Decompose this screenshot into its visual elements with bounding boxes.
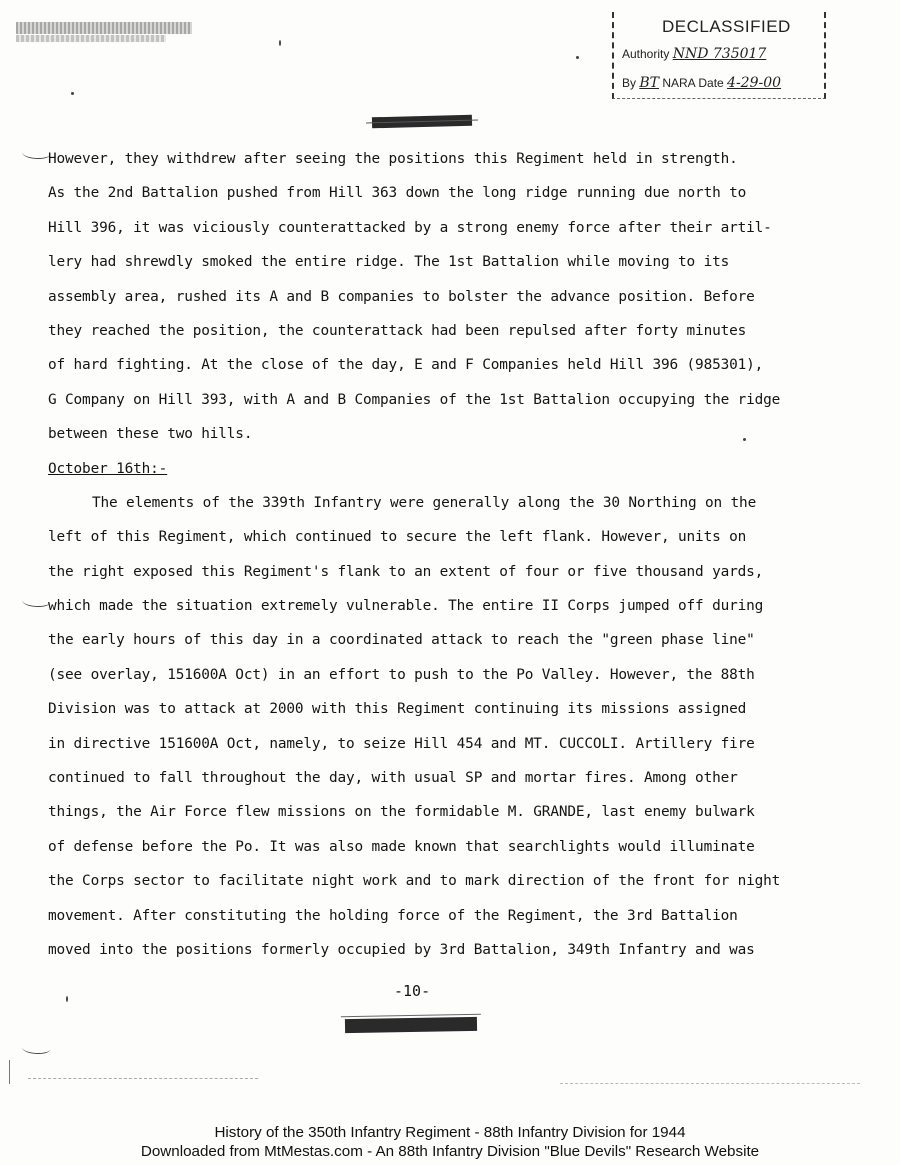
stamp-title: DECLASSIFIED xyxy=(662,17,791,36)
margin-mark xyxy=(22,1043,50,1054)
text-line: the early hours of this day in a coordinated attack to reach the "green phase line" xyxy=(48,632,755,649)
reproduction-notice-strip-faded xyxy=(16,35,166,42)
footer-source: Downloaded from MtMestas.com - An 88th Infantry Division "Blue Devils" Research Website xyxy=(140,1143,760,1160)
margin-mark xyxy=(22,148,50,159)
paragraph-2 xyxy=(48,486,788,967)
text-line: The elements of the 339th Infantry were generally along the 30 Northing on the xyxy=(92,494,757,511)
body-text xyxy=(48,142,788,967)
scan-dashed-rule xyxy=(560,1083,860,1084)
paragraph-1 xyxy=(48,142,788,452)
text-line: they reached the position, the counterattack had been repulsed after forty minutes xyxy=(48,322,747,339)
text-line: the right exposed this Regiment's flank to an extent of four or five thousand yards, xyxy=(48,563,764,580)
text-line: of defense before the Po. It was also made known that searchlights would illuminate xyxy=(48,838,755,855)
scan-speck xyxy=(71,92,74,95)
declassified-stamp xyxy=(612,12,826,99)
scan-dashed-rule xyxy=(28,1078,258,1079)
stamp-date-value: 4-29-00 xyxy=(727,75,782,91)
text-line: G Company on Hill 393, with A and B Companies of the 1st Battalion occupying the ridge xyxy=(48,391,781,408)
text-line: Division was to attack at 2000 with this Regiment continuing its missions assigned xyxy=(48,701,747,718)
text-line: Hill 396, it was viciously counterattacked by a strong enemy force after their artil- xyxy=(48,219,772,236)
text-line: assembly area, rushed its A and B companies to bolster the advance position. Before xyxy=(48,288,755,305)
text-line: between these two hills. xyxy=(48,426,253,443)
scan-speck xyxy=(576,56,579,59)
stamp-by-line xyxy=(622,75,781,91)
scan-speck xyxy=(279,40,281,46)
stamp-by-value: BT xyxy=(639,75,659,91)
reproduction-notice-strip xyxy=(16,22,192,34)
text-line: lery had shrewdly smoked the entire ridge. The 1st Battalion while moving to its xyxy=(48,254,730,271)
stamp-authority-label: Authority xyxy=(622,47,670,61)
text-line: left of this Regiment, which continued to secure the left flank. However, units on xyxy=(48,529,747,546)
text-line: of hard fighting. At the close of the day, E and F Companies held Hill 396 (985301), xyxy=(48,357,764,374)
text-line: the Corps sector to facilitate night work and to mark direction of the front for night xyxy=(48,873,781,890)
stamp-authority-value: NND 735017 xyxy=(672,46,767,62)
text-line: movement. After constituting the holding force of the Regiment, the 3rd Battalion xyxy=(48,907,738,924)
text-line: things, the Air Force flew missions on the formidable M. GRANDE, last enemy bulwark xyxy=(48,804,755,821)
text-line: continued to fall throughout the day, with usual SP and mortar fires. Among other xyxy=(48,770,738,787)
page-number: -10- xyxy=(394,982,431,1000)
footer-title: History of the 350th Infantry Regiment - 88th Infantry Division for 1944 xyxy=(214,1124,686,1141)
text-line: However, they withdrew after seeing the positions this Regiment held in strength. xyxy=(48,151,738,167)
section-heading: October 16th:- xyxy=(48,460,168,477)
text-line: which made the situation extremely vulnerable. The entire II Corps jumped off during xyxy=(48,598,764,615)
redacted-classification-bottom xyxy=(345,1017,477,1033)
scan-edge-mark xyxy=(9,1060,10,1084)
stamp-by-label: By xyxy=(622,76,637,90)
margin-mark xyxy=(22,596,50,607)
scan-speck xyxy=(66,996,68,1002)
text-line: (see overlay, 151600A Oct) in an effort to push to the Po Valley. However, the 88th xyxy=(48,666,755,683)
text-line: moved into the positions formerly occupied by 3rd Battalion, 349th Infantry and was xyxy=(48,941,755,958)
text-line: in directive 151600A Oct, namely, to seize Hill 454 and MT. CUCCOLI. Artillery fire xyxy=(48,735,755,752)
redacted-classification-top xyxy=(372,115,472,129)
stamp-authority-line xyxy=(622,46,766,62)
text-line: As the 2nd Battalion pushed from Hill 363 down the long ridge running due north to xyxy=(48,185,747,202)
stamp-nara-label: NARA Date xyxy=(662,76,724,90)
